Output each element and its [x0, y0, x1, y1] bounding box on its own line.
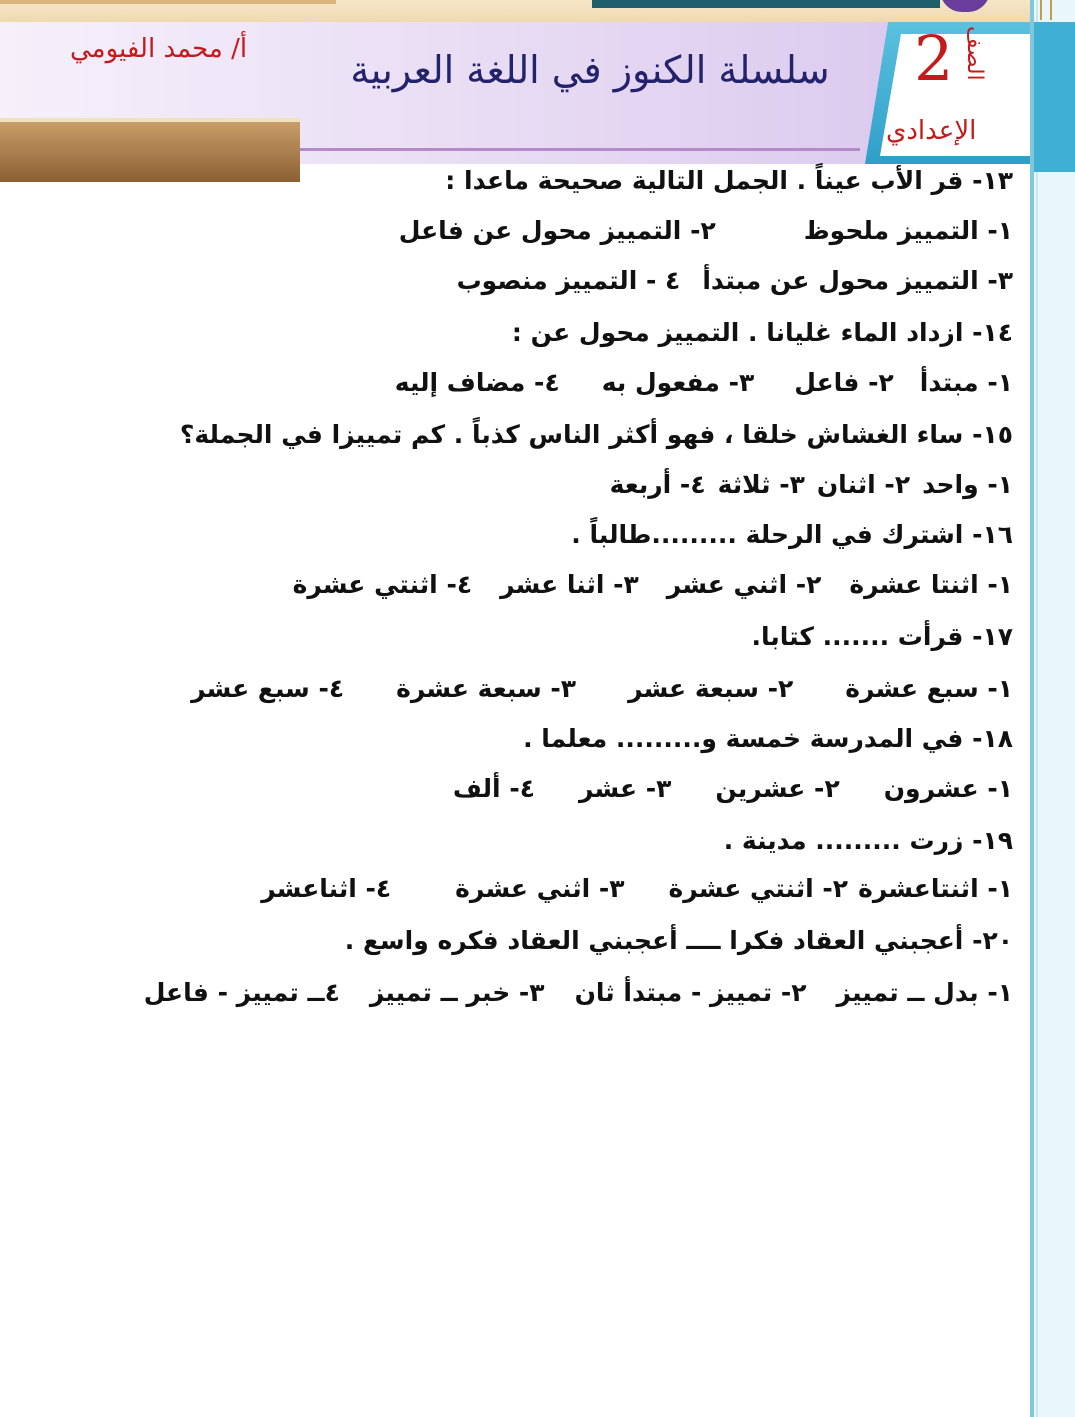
option: ١- عشرون: [883, 774, 1013, 803]
option: ٢- اثني عشر: [666, 570, 822, 599]
top-dark-bar: [592, 0, 940, 8]
top-tan-line: [0, 0, 336, 4]
question-20-options: [144, 978, 1013, 1007]
option: ٤- مضاف إليه: [394, 368, 560, 397]
question-13: ١٣- قر الأب عيناً . الجمل التالية صحيحة ماعدا :: [445, 166, 1013, 195]
question-13-options-row2: [457, 266, 1013, 295]
option: ٢- سبعة عشر: [628, 674, 794, 703]
option: ٤- اثناعشر: [261, 874, 392, 903]
right-side-bar: [1030, 0, 1075, 1417]
right-stripe-thin: [1036, 0, 1038, 1417]
option: ٢- التمييز محول عن فاعل: [398, 216, 716, 245]
top-strip: [0, 0, 1030, 22]
question-18-options: [453, 774, 1013, 803]
header-underline: [300, 148, 860, 151]
option: ١- سبع عشرة: [845, 674, 1013, 703]
grade-word: الصف: [962, 26, 987, 81]
right-stripe: [1030, 0, 1034, 1417]
option: ٣- اثنا عشر: [500, 570, 639, 599]
author-name: أ/ محمد الفيومي: [70, 34, 248, 64]
option: ١- بدل ــ تمييز: [836, 978, 1013, 1007]
option: ٣- خبر ــ تمييز: [369, 978, 545, 1007]
question-14-options: [395, 368, 1013, 397]
header-tan-block: [0, 118, 300, 182]
option: ٢- تمييز - مبتدأ ثان: [574, 978, 807, 1007]
option: ١- مبتدأ: [919, 368, 1013, 397]
option: ٤- أربعة: [609, 470, 706, 499]
option: ٣- عشر: [578, 774, 672, 803]
question-16: ١٦- اشترك في الرحلة .........طالباً .: [571, 520, 1013, 549]
option: ١- التمييز ملحوظ: [803, 216, 1013, 245]
option: ١- واحد: [922, 470, 1013, 499]
series-title: سلسلة الكنوز في اللغة العربية: [350, 48, 830, 92]
option: ٢- اثنتي عشرة: [668, 874, 849, 903]
option: ٤ــ تمييز - فاعل: [143, 978, 340, 1007]
question-19-options: [261, 874, 1013, 903]
option: ١- اثنتاعشرة: [858, 874, 1013, 903]
question-13-options-row1: [399, 216, 1013, 245]
question-17-options: [191, 674, 1013, 703]
option: ٢- عشرين: [715, 774, 840, 803]
grade-number: 2: [914, 22, 954, 95]
right-cyan-block: [1034, 22, 1075, 172]
right-gold-mark: [1040, 0, 1052, 20]
stage-label: الإعدادي: [886, 116, 977, 146]
option: ٣- ثلاثة: [717, 470, 805, 499]
option: ٣- سبعة عشرة: [396, 674, 577, 703]
question-17: ١٧- قرأت ....... كتابا.: [751, 622, 1013, 651]
question-18: ١٨- في المدرسة خمسة و......... معلما .: [523, 724, 1013, 753]
option: ٢- فاعل: [794, 368, 894, 397]
question-15: ١٥- ساء الغشاش خلقا ، فهو أكثر الناس كذباً . كم تمييزا في الجملة؟: [179, 420, 1013, 449]
question-20: ٢٠- أعجبني العقاد فكرا ــــ أعجبني العقاد فكره واسع .: [344, 926, 1013, 955]
option: ٤- ألف: [452, 774, 535, 803]
question-19: ١٩- زرت ......... مدينة .: [723, 826, 1013, 855]
option: ٣- مفعول به: [601, 368, 755, 397]
option: ٤- سبع عشر: [191, 674, 345, 703]
option: ٣- التمييز محول عن مبتدأ: [702, 266, 1013, 295]
top-purple-knob: [940, 0, 990, 12]
option: ٣- اثني عشرة: [455, 874, 625, 903]
option: ١- اثنتا عشرة: [849, 570, 1013, 599]
option: ٢- اثنان: [816, 470, 911, 499]
question-16-options: [293, 570, 1013, 599]
option: ٤ - التمييز منصوب: [456, 266, 681, 295]
option: ٤- اثنتي عشرة: [292, 570, 473, 599]
question-14: ١٤- ازداد الماء غليانا . التمييز محول عن :: [511, 318, 1013, 347]
question-15-options: [610, 470, 1013, 499]
